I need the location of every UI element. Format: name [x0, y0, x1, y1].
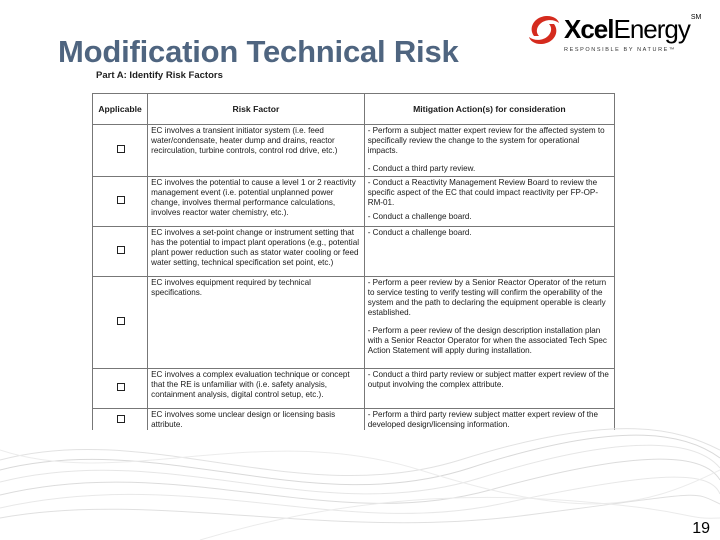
xcel-swirl-icon	[526, 12, 562, 48]
mitigation-item: - Perform a subject matter expert review for the affected system to specifically review the change to the system for operational impacts.	[367, 126, 605, 155]
applicable-checkbox[interactable]	[117, 383, 125, 391]
mitigation-cell	[364, 177, 614, 227]
header-applicable: Applicable	[93, 94, 148, 125]
slide-title: Modification Technical Risk	[58, 34, 459, 69]
header-risk-factor: Risk Factor	[148, 94, 365, 125]
mitigation-cell	[364, 227, 614, 277]
risk-factor-cell: EC involves a set-point change or instrument setting that has the potential to impact plant operations (e.g., potential plant power reduction such as stator water cooling or feed water setting, technical specification set point, etc.)	[148, 227, 365, 277]
applicable-checkbox[interactable]	[117, 196, 125, 204]
mitigation-cell	[364, 125, 614, 177]
mitigation-item: - Conduct a third party review.	[367, 164, 476, 173]
risk-factor-cell: EC involves a complex evaluation technique or concept that the RE is unfamiliar with (i.e. safety analysis, containment analysis, digital control setup, etc.).	[148, 369, 365, 409]
risk-factor-cell: EC involves a transient initiator system (i.e. feed water/condensate, heater dump and drains, reactor recirculation, turbine controls, control rod drive, etc.)	[148, 125, 365, 177]
mitigation-item: - Perform a third party review subject matter expert review of the developed design/licensing information.	[367, 410, 599, 429]
applicable-cell	[93, 125, 148, 177]
table-row	[93, 125, 615, 177]
logo-name-regular: Energy	[613, 14, 690, 44]
applicable-checkbox[interactable]	[117, 246, 125, 254]
table-row	[93, 277, 615, 369]
mitigation-item: - Conduct a third party review or subject matter expert review of the output involving the complex attribute.	[367, 370, 609, 389]
applicable-cell	[93, 177, 148, 227]
applicable-checkbox[interactable]	[117, 145, 125, 153]
mitigation-item: - Conduct a challenge board.	[367, 212, 472, 221]
mitigation-item: - Conduct a challenge board.	[367, 228, 472, 237]
decorative-wave-graphic	[0, 400, 720, 540]
logo-trademark: SM	[690, 14, 702, 21]
risk-factor-table	[92, 93, 615, 430]
logo-wordmark	[564, 14, 701, 45]
xcel-energy-logo	[526, 12, 706, 62]
table-row	[93, 177, 615, 227]
logo-name-bold: Xcel	[564, 14, 614, 44]
table-row	[93, 227, 615, 277]
applicable-cell	[93, 277, 148, 369]
mitigation-item: - Conduct a Reactivity Management Review Board to review the specific aspect of the EC that could impact reactivity per FP-OP-RM-01.	[367, 178, 599, 207]
page-number: 19	[692, 520, 710, 537]
header-mitigation: Mitigation Action(s) for consideration	[364, 94, 614, 125]
table-header-row	[93, 94, 615, 125]
risk-table-container	[92, 93, 616, 430]
part-a-label: Part A: Identify Risk Factors	[96, 70, 223, 81]
applicable-checkbox[interactable]	[117, 317, 125, 325]
risk-factor-cell: EC involves some unclear design or licensing basis attribute.	[148, 409, 365, 431]
risk-factor-cell: EC involves equipment required by technical specifications.	[148, 277, 365, 369]
logo-tagline: RESPONSIBLE BY NATURE™	[564, 47, 677, 53]
mitigation-cell	[364, 277, 614, 369]
mitigation-item: - Perform a peer review by a Senior Reactor Operator of the return to service testing to verify testing will confirm the operability of the system and the path to declaring the equipment operable is clearly established.	[367, 278, 607, 317]
mitigation-item: - Perform a peer review of the design description installation plan with a Senior Reactor Operator for when the associated Tech Spec Action Statement will apply during installation.	[367, 326, 607, 355]
applicable-cell	[93, 227, 148, 277]
risk-factor-cell: EC involves the potential to cause a level 1 or 2 reactivity management event (i.e. potential unplanned power change, involves thermal performance calculations, involves reactor water chemistry, etc.).	[148, 177, 365, 227]
